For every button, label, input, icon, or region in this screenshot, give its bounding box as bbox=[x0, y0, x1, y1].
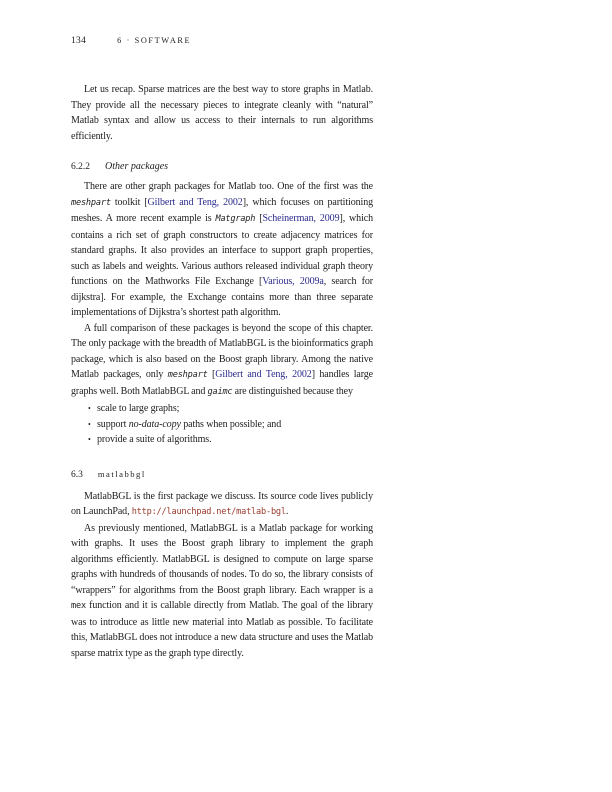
section-number: 6.2.2 bbox=[71, 162, 90, 172]
paragraph-other-packages-2 bbox=[71, 321, 373, 401]
text-segment: provide a suite of algorithms. bbox=[97, 434, 212, 445]
text-segment: ], which contains a rich set of graph constructors to create adjacency matrices for standard graphs. It also provides an interface to support graph properties, such as labels and weights. Various authors released individual graph theory functions on the Mathworks File Exchange [ bbox=[71, 213, 373, 287]
running-header bbox=[71, 36, 373, 46]
code-matgraph: Matgraph bbox=[215, 214, 256, 224]
citation-gilbert-teng-2002[interactable]: Gilbert and Teng, 2002 bbox=[215, 369, 312, 380]
heading-matlabbgl bbox=[71, 469, 373, 480]
paragraph-other-packages-1 bbox=[71, 179, 373, 321]
feature-list bbox=[71, 401, 373, 448]
paragraph-matlabbgl-2 bbox=[71, 521, 373, 662]
text-segment: ], which focuses on partitioning meshes. A more recent example is bbox=[71, 196, 373, 224]
code-meshpart: meshpart bbox=[167, 370, 208, 380]
section-title: matlabbgl bbox=[97, 468, 146, 479]
paragraph-recap bbox=[71, 82, 373, 144]
list-item bbox=[71, 417, 373, 433]
text-segment: . bbox=[285, 506, 289, 517]
text-segment: support bbox=[97, 418, 129, 430]
code-gaimc: gaimc bbox=[207, 386, 233, 397]
bullet-icon: • bbox=[88, 419, 91, 429]
text-segment: ] handles large graphs well. Both MatlabBGL and bbox=[71, 369, 373, 397]
text-segment: [ bbox=[207, 369, 216, 380]
text-segment: toolkit [ bbox=[110, 196, 148, 208]
text-segment: , search for dijkstra]. For example, the Exchange contains more than three separate implementations of Dijkstra’s shortest path algorithm. bbox=[71, 276, 373, 318]
citation-scheinerman-2009[interactable]: Scheinerman, 2009 bbox=[262, 213, 340, 224]
page-body bbox=[71, 82, 373, 661]
section-title: Other packages bbox=[105, 161, 169, 172]
citation-various-2009a[interactable]: Various, 2009a bbox=[262, 276, 324, 287]
code-meshpart: meshpart bbox=[71, 197, 111, 208]
page-number: 134 bbox=[71, 36, 87, 46]
text-segment: function and it is callable directly from Matlab. The goal of the library was to introduce as little new material into Matlab as possible. To facilitate this, MatlabBGL does not introduce a new data structure and uses the Matlab sparse matrix type as the graph type directly. bbox=[71, 600, 373, 659]
bullet-icon: • bbox=[88, 435, 91, 444]
emphasized-text: no-data-copy bbox=[128, 418, 181, 430]
list-item bbox=[71, 432, 373, 448]
text-segment: As previously mentioned, MatlabBGL is a Matlab package for working with graphs. It uses the Boost graph library to implement the graph algorithms efficiently. MatlabBGL is designed to compute on large sparse graphs with hundreds of thousands of nodes. To do so, the library consists of “wrappers” for algorithms from the Boost graph library. Each wrapper is a bbox=[71, 522, 373, 596]
text-segment: [ bbox=[255, 213, 263, 224]
text-segment: scale to large graphs; bbox=[97, 403, 180, 414]
heading-other-packages bbox=[71, 161, 373, 172]
section-number: 6.3 bbox=[71, 469, 83, 480]
list-item bbox=[71, 401, 373, 417]
running-chapter-title: 6 · SOFTWARE bbox=[117, 36, 192, 45]
text-segment: A full comparison of these packages is beyond the scope of this chapter. The only package with the breadth of MatlabBGL is the bioinformatics graph package, which is also based on the Boost graph library. Among the native Matlab packages, only bbox=[71, 322, 373, 380]
text-column bbox=[71, 36, 373, 661]
citation-gilbert-teng-2002[interactable]: Gilbert and Teng, 2002 bbox=[147, 196, 243, 208]
text-segment: are distinguished because they bbox=[232, 385, 353, 397]
text-segment: Let us recap. Sparse matrices are the best way to store graphs in Matlab. They provide all the necessary pieces to integrate cleanly with “natural” Matlab syntax and allow us access to their internals to run algorithms efficiently. bbox=[71, 84, 373, 142]
bullet-icon: • bbox=[88, 404, 91, 413]
code-mex: mex bbox=[71, 601, 86, 611]
text-segment: MatlabBGL is the first package we discuss. Its source code lives publicly on LaunchPad, bbox=[71, 490, 373, 517]
paragraph-matlabbgl-1 bbox=[71, 489, 373, 521]
launchpad-url-link[interactable]: http://launchpad.net/matlab-bgl bbox=[131, 507, 286, 517]
text-segment: paths when possible; and bbox=[180, 418, 282, 430]
text-segment: There are other graph packages for Matlab too. One of the first was the bbox=[84, 181, 373, 192]
